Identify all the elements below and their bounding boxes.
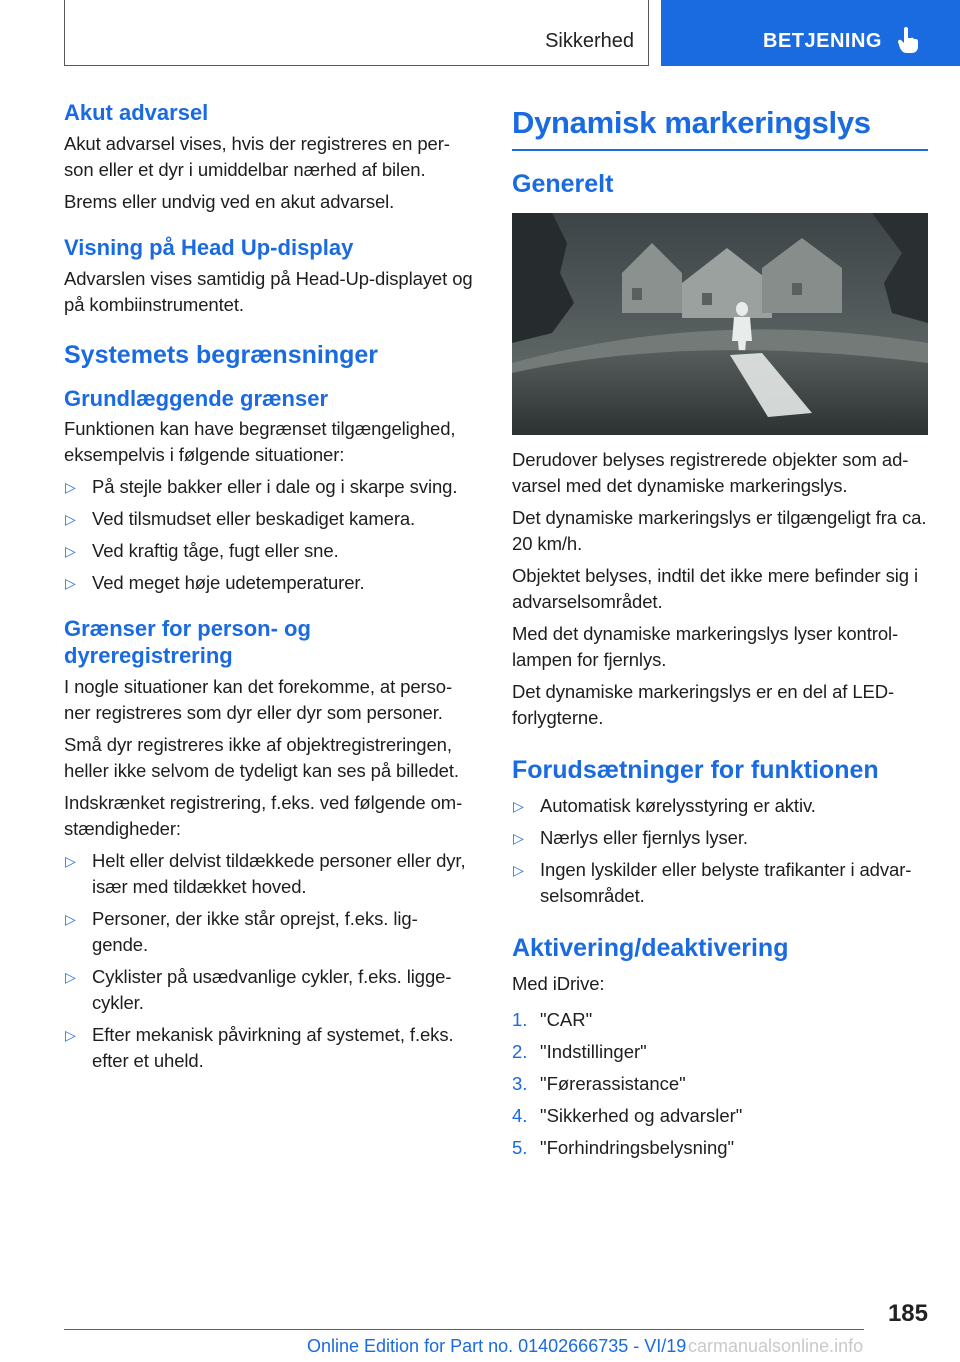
triangle-bullet-icon: ▷ [65,575,76,592]
header-section-tab [64,0,649,66]
triangle-bullet-icon: ▷ [65,1027,76,1044]
paragraph: Det dynamiske markeringslys er tilgængeligt fra ca. 20 km/h. [512,507,927,555]
paragraph: Derudover belyses registrerede objekter som ad- varsel med det dynamiske markeringslys. [512,449,909,497]
paragraph: Advarslen vises samtidig på Head-Up-displayet og på kombiinstrumentet. [64,267,473,315]
list-item: ▷ Ved tilsmudset eller beskadiget kamera. [64,506,476,532]
list-item: ▷ Cyklister på usædvanlige cykler, f.eks. ligge- cykler. [65,966,452,1014]
footer-divider [64,1329,864,1330]
list-item: 2. "Indstillinger" [512,1041,647,1063]
list-item: ▷ Personer, der ikke står oprejst, f.eks. lig- gende. [65,908,418,956]
triangle-bullet-icon: ▷ [513,830,524,847]
heading-akut-advarsel: Akut advarsel [64,100,209,125]
header-chapter-label: BETJENING [763,30,882,52]
list-item: ▷ Nærlys eller fjernlys lyser. [512,825,928,851]
night-road-pedestrian-illustration [512,213,928,435]
paragraph: Funktionen kan have begrænset tilgængelighed, eksempelvis i følgende situationer: [64,418,456,466]
heading-person-animal-limits: Grænser for person- og dyreregistrering [64,616,311,669]
left-column [64,100,476,1080]
heading-dynamic-marker-light: Dynamisk markeringslys [512,104,928,151]
paragraph: I nogle situationer kan det forekomme, at perso- ner registreres som dyr eller dyr som personer. [64,676,453,724]
page-number: 185 [887,1300,928,1327]
heading-basic-limits: Grundlæggende grænser [64,385,329,411]
paragraph: Med det dynamiske markeringslys lyser kontrol- lampen for fjernlys. [512,623,899,671]
list-item: 1. "CAR" [512,1009,593,1031]
heading-head-up-display: Visning på Head Up-display [64,234,354,260]
paragraph: Det dynamiske markeringslys er en del af LED- forlygterne. [512,681,895,729]
paragraph: Objektet belyses, indtil det ikke mere befinder sig i advarselsområdet. [512,565,919,613]
list-item: 3. "Førerassistance" [512,1073,686,1095]
hand-pointer-icon [897,26,919,54]
right-column [512,100,928,1167]
list-item: ▷ På stejle bakker eller i dale og i skarpe sving. [64,474,476,500]
heading-system-limits: Systemets begrænsninger [64,340,378,369]
list-item: 4. "Sikkerhed og advarsler" [512,1105,743,1127]
bullet-list-basic-limits [64,474,476,596]
paragraph: Akut advarsel vises, hvis der registreres en per- son eller et dyr i umiddelbar nærhed af bilen. [64,132,450,180]
footer-edition-text: Online Edition for Part no. 01402666735 - VI/19 [307,1336,687,1356]
list-item: ▷ Ingen lyskilder eller belyste trafikanter i advar- selsområdet. [513,859,912,907]
list-item: ▷ Efter mekanisk påvirkning af systemet, f.eks. efter et uheld. [65,1024,454,1072]
watermark-text: carmanualsonline.info [688,1336,864,1356]
triangle-bullet-icon: ▷ [65,853,76,870]
header-section-label: Sikkerhed [545,30,634,52]
bullet-list-requirements [512,793,928,909]
paragraph: Små dyr registreres ikke af objektregistreringen, heller ikke selvom de tydeligt kan ses på billedet. [64,734,459,782]
heading-activation: Aktivering/deaktivering [512,934,789,963]
triangle-bullet-icon: ▷ [65,969,76,986]
numbered-list-idrive-steps [512,1007,928,1161]
triangle-bullet-icon: ▷ [513,862,524,879]
list-item: ▷ Ved meget høje udetemperaturer. [64,570,476,596]
triangle-bullet-icon: ▷ [65,511,76,528]
paragraph: Indskrænket registrering, f.eks. ved følgende om- stændigheder: [64,792,463,840]
list-item: 5. "Forhindringsbelysning" [512,1137,735,1159]
list-item: ▷ Helt eller delvist tildækkede personer eller dyr, især med tildækket hoved. [65,850,466,898]
bullet-list-person-limits [64,848,476,1074]
list-item: ▷ Automatisk kørelysstyring er aktiv. [512,793,928,819]
paragraph: Brems eller undvig ved en akut advarsel. [64,190,395,212]
heading-general: Generelt [512,170,614,199]
triangle-bullet-icon: ▷ [65,543,76,560]
triangle-bullet-icon: ▷ [65,479,76,496]
list-item: ▷ Ved kraftig tåge, fugt eller sne. [64,538,476,564]
heading-requirements: Forudsætninger for funktionen [512,756,879,785]
paragraph: Med iDrive: [512,973,605,995]
header-chapter-tab [661,0,960,66]
triangle-bullet-icon: ▷ [513,798,524,815]
triangle-bullet-icon: ▷ [65,911,76,928]
